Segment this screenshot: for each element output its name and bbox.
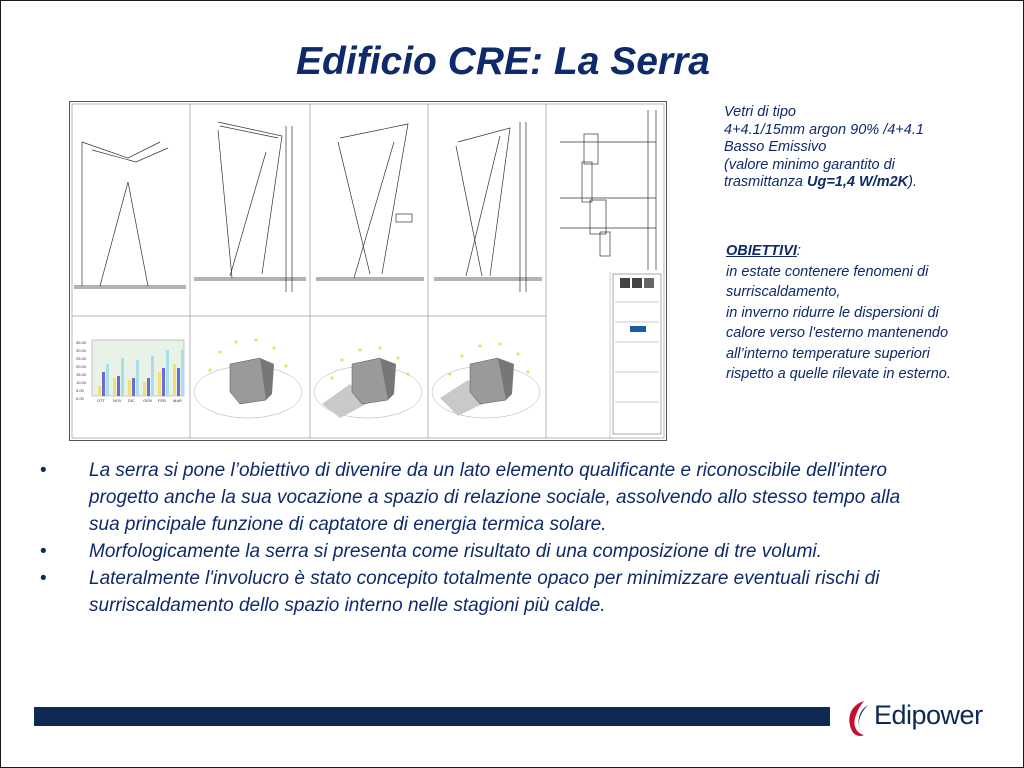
glass-note-prefix: trasmittanza <box>724 174 807 190</box>
bullet-text: La serra si pone l’obiettivo di divenire da un lato elemento qualificante e riconoscibile dell'intero progetto anche la sua vocazione a spazio di relazione sociale, assolvendo allo stesso tempo alla sua principale funzione di captatore di energia termica solare. <box>89 460 901 535</box>
glass-note-line <box>724 174 1004 192</box>
edipower-swoosh-icon <box>844 697 874 739</box>
bullet-list <box>40 457 920 619</box>
bullet-marker: • <box>40 568 47 589</box>
bullet-marker: • <box>40 541 47 562</box>
y-tick: 0.00 <box>76 396 84 401</box>
bullet-text: Morfologicamente la serra si presenta come risultato di una composizione di tre volumi. <box>89 541 822 562</box>
bullet-item <box>40 457 920 538</box>
logo-text: Edipower <box>874 700 983 730</box>
x-tick: DIC <box>128 398 135 403</box>
slide-title: Edificio CRE: La Serra <box>296 40 710 83</box>
objectives-line: rispetto a quelle rilevate in esterno. <box>726 366 951 382</box>
objectives-line: in inverno ridurre le dispersioni di <box>726 304 939 321</box>
bullet-text: Lateralmente l'involucro è stato concepito totalmente opaco per minimizzare eventuali rischi di surriscaldamento dello spazio interno nelle stagioni più calde. <box>89 568 880 616</box>
x-tick: FEB <box>158 398 166 403</box>
x-tick: MAR <box>173 398 182 403</box>
objectives-line: all’interno temperature superiori <box>726 345 930 362</box>
architectural-drawing-sheet <box>69 101 667 441</box>
u-value: Ug=1,4 W/m2K <box>807 174 909 190</box>
objectives-note <box>726 241 1006 385</box>
y-tick: 10.00 <box>76 380 87 385</box>
bullet-item <box>40 565 920 619</box>
glass-spec-note <box>724 104 1004 192</box>
x-tick: NOV <box>113 398 122 403</box>
y-tick: 5.00 <box>76 388 84 393</box>
y-tick: 15.00 <box>76 372 87 377</box>
objectives-line: in estate contenere fenomeni di <box>726 263 929 280</box>
objectives-colon: : <box>796 243 801 259</box>
glass-note-line: Vetri di tipo <box>724 104 796 120</box>
glass-note-suffix: ). <box>908 174 917 190</box>
objectives-line: calore verso l'esterno mantenendo <box>726 325 949 341</box>
glass-note-line: (valore minimo garantito di <box>724 156 895 173</box>
bullet-marker: • <box>40 460 47 481</box>
x-tick: GEN <box>143 398 152 403</box>
y-tick: 25.00 <box>76 356 87 361</box>
y-tick: 35.00 <box>76 340 87 345</box>
objectives-heading-line <box>726 241 1006 262</box>
objectives-line: surriscaldamento, <box>726 284 841 300</box>
bullet-item <box>40 538 920 565</box>
objectives-heading: OBIETTIVI <box>726 243 797 259</box>
glass-note-line: 4+4.1/15mm argon 90% /4+4.1 <box>724 121 924 138</box>
glass-note-line: Basso Emissivo <box>724 139 827 155</box>
drawing-svg <box>70 102 666 440</box>
y-tick: 30.00 <box>76 348 87 353</box>
edipower-logo <box>844 697 986 739</box>
x-tick: OTT <box>97 398 105 403</box>
y-tick: 20.00 <box>76 364 87 369</box>
footer-bar <box>34 707 830 726</box>
solar-chart <box>76 340 184 403</box>
